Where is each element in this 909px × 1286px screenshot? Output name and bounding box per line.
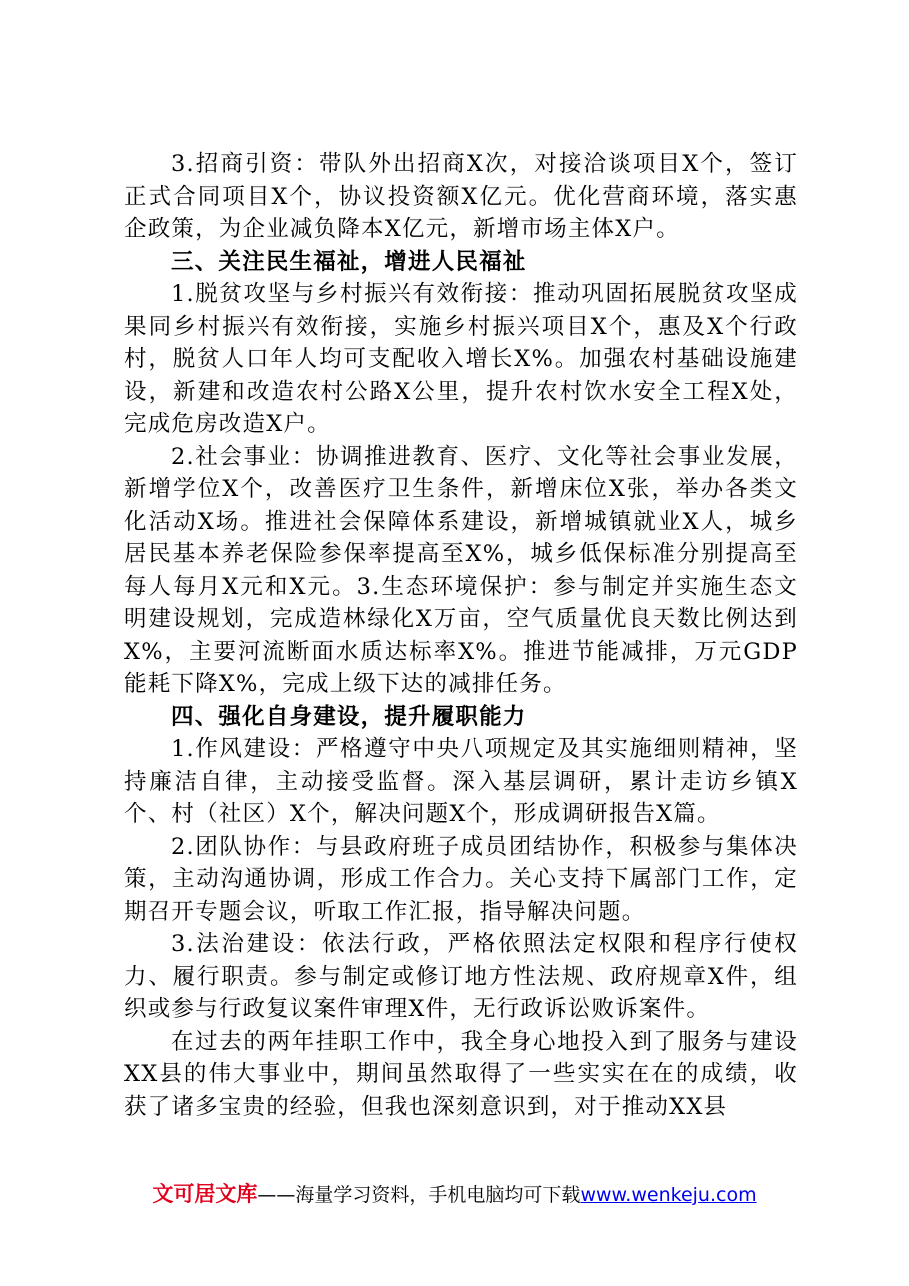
paragraph-teamwork: 2.团队协作：与县政府班子成员团结协作，积极参与集体决策，主动沟通协调，形成工作合力。关心支持下属部门工作，定期召开专题会议，听取工作汇报，指导解决问题。	[124, 833, 798, 925]
footer-link[interactable]: www.wenkeju.com	[580, 1184, 757, 1206]
document-body	[124, 148, 798, 1123]
paragraph-rural-revitalization: 1.脱贫攻坚与乡村振兴有效衔接：推动巩固拓展脱贫攻坚成果同乡村振兴有效衔接，实施乡村振兴项目X个，惠及X个行政村，脱贫人口年人均可支配收入增长X%。加强农村基础设施建设，新建和改造农村公路X公里，提升农村饮水安全工程X处，完成危房改造X户。	[124, 281, 798, 437]
footer-brand: 文可居文库	[152, 1182, 258, 1206]
footer-banner	[0, 1178, 909, 1208]
paragraph-investment: 3.招商引资：带队外出招商X次，对接洽谈项目X个，签订正式合同项目X个，协议投资额X亿元。优化营商环境，落实惠企政策，为企业减负降本X亿元，新增市场主体X户。	[124, 151, 798, 242]
paragraph-conclusion: 在过去的两年挂职工作中，我全身心地投入到了服务与建设XX县的伟大事业中，期间虽然取得了一些实实在在的成绩，收获了诸多宝贵的经验，但我也深刻意识到，对于推动XX县	[124, 1028, 798, 1120]
section-heading-4: 四、强化自身建设，提升履职能力	[171, 703, 527, 730]
paragraph-work-style: 1.作风建设：严格遵守中央八项规定及其实施细则精神，坚持廉洁自律，主动接受监督。深入基层调研，累计走访乡镇X个、村（社区）X个，解决问题X个，形成调研报告X篇。	[124, 736, 798, 827]
paragraph-rule-of-law: 3.法治建设：依法行政，严格依照法定权限和程序行使权力、履行职责。参与制定或修订地方性法规、政府规章X件，组织或参与行政复议案件审理X件，无行政诉讼败诉案件。	[124, 931, 798, 1022]
section-heading-3: 三、关注民生福祉，增进人民福祉	[171, 248, 527, 275]
footer-tagline: ——海量学习资料，手机电脑均可下载	[257, 1184, 581, 1206]
paragraph-social-affairs: 2.社会事业：协调推进教育、医疗、文化等社会事业发展，新增学位X个，改善医疗卫生条件，新增床位X张，举办各类文化活动X场。推进社会保障体系建设，新增城镇就业X人，城乡居民基本养老保险参保率提高至X%，城乡低保标准分别提高至每人每月X元和X元。3.生态环境保护：参与制定并实施生态文明建设规划，完成造林绿化X万亩，空气质量优良天数比例达到X%，主要河流断面水质达标率X%。推进节能减排，万元GDP能耗下降X%，完成上级下达的减排任务。	[124, 443, 798, 697]
